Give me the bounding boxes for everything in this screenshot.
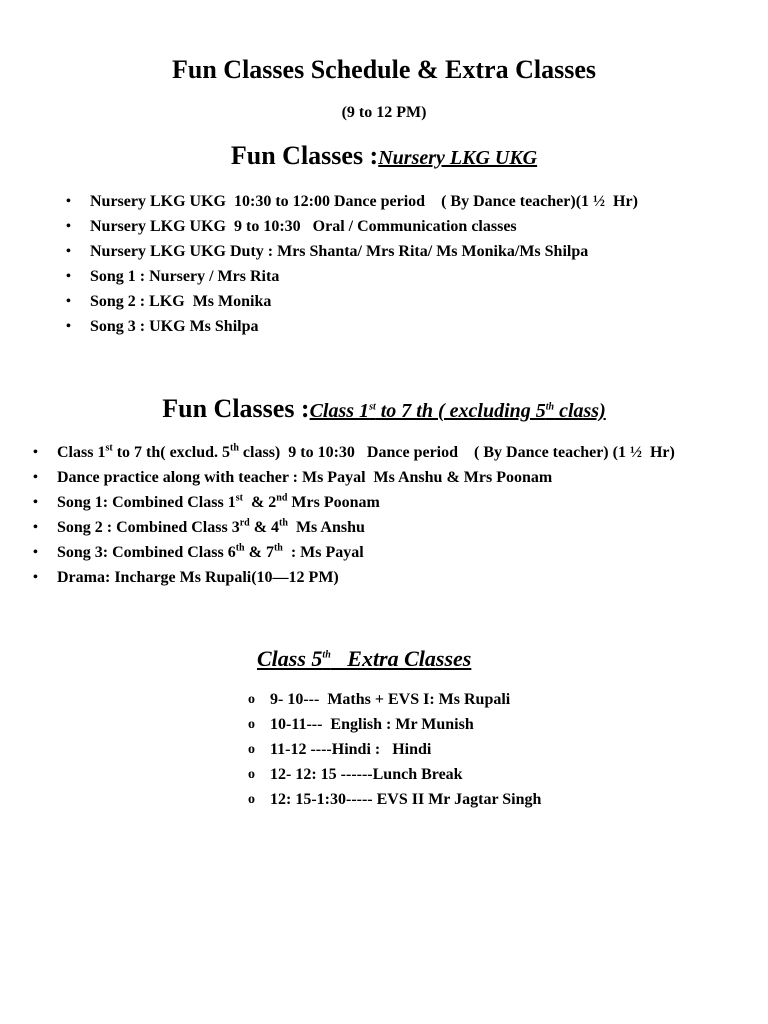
heading-sub-sup: th <box>545 401 555 413</box>
page-title: Fun Classes Schedule & Extra Classes <box>172 55 596 84</box>
list-item-sup: rd <box>239 517 250 529</box>
bullet-icon: • <box>66 219 71 234</box>
bullet-icon: • <box>66 244 71 259</box>
list-item-text: 12: 15-1:30----- EVS II Mr Jagtar Singh <box>270 791 542 808</box>
heading-main: Fun Classes : <box>162 394 310 423</box>
list-item-sup: nd <box>276 492 288 504</box>
heading-sub-sup: th <box>322 649 331 661</box>
list-item-text: Nursery LKG UKG Duty : Mrs Shanta/ Mrs Rita/ Ms Monika/Ms Shilpa <box>90 243 589 260</box>
bullet-icon: • <box>66 194 71 209</box>
hollow-bullet-icon: o <box>248 717 255 732</box>
list-item-text: : Ms Payal <box>282 544 364 561</box>
heading-sub: Nursery LKG UKG <box>378 147 538 169</box>
list-item-text: 11-12 ----Hindi : Hindi <box>270 741 432 758</box>
list-item <box>33 515 675 540</box>
list-item <box>66 314 638 339</box>
section-heading-class-1-7 <box>0 393 768 427</box>
hollow-bullet-icon: o <box>248 692 255 707</box>
bullet-icon: • <box>33 520 38 535</box>
page-subtitle: (9 to 12 PM) <box>341 104 427 121</box>
section-heading-nursery <box>0 140 768 174</box>
list-item <box>33 440 675 465</box>
list-item-text: & 4 <box>249 519 280 536</box>
list-item <box>33 565 675 590</box>
bullet-icon: • <box>33 470 38 485</box>
list-item <box>248 737 541 762</box>
list-item-text: Song 3 : UKG Ms Shilpa <box>90 318 259 335</box>
list-item <box>248 762 541 787</box>
list-item-text: Dance practice along with teacher : Ms Payal Ms Anshu & Mrs Poonam <box>57 469 553 486</box>
bullet-icon: • <box>33 495 38 510</box>
list-item <box>248 712 541 737</box>
list-item-text: 10-11--- English : Mr Munish <box>270 716 474 733</box>
list-item-text: Mrs Poonam <box>287 494 380 511</box>
list-item <box>66 189 638 214</box>
list-item-text: & 7 <box>244 544 274 561</box>
bullet-icon: • <box>66 319 71 334</box>
section-heading-class-5-extra <box>257 643 471 675</box>
list-item-sup: st <box>235 492 243 504</box>
list-item <box>66 289 638 314</box>
list-item <box>248 687 541 712</box>
list-item <box>66 239 638 264</box>
heading-sub-part: Extra Classes <box>330 646 472 671</box>
bullet-icon: • <box>66 269 71 284</box>
list-item <box>248 787 542 812</box>
list-item <box>33 465 675 490</box>
list-item <box>33 540 675 565</box>
list-item <box>66 214 638 239</box>
list-item-sup: th <box>279 517 288 529</box>
bullet-icon: • <box>33 545 38 560</box>
nursery-schedule-list <box>66 189 638 339</box>
list-item-text: class) 9 to 10:30 Dance period ( By Dance teacher) (1 ½ Hr) <box>238 444 675 461</box>
heading-sub-part: class) <box>554 400 606 422</box>
class-1-7-schedule-list <box>33 440 675 590</box>
list-item-sup: th <box>235 542 245 554</box>
heading-sub-part: Class 5 <box>257 646 323 671</box>
hollow-bullet-icon: o <box>248 742 255 757</box>
list-item-text: Class 1 <box>57 444 106 461</box>
bullet-icon: • <box>33 570 38 585</box>
list-item-sup: st <box>105 442 113 454</box>
hollow-bullet-icon: o <box>248 767 255 782</box>
list-item-text: Nursery LKG UKG 9 to 10:30 Oral / Communication classes <box>90 218 517 235</box>
heading-sub-part: to 7 th ( excluding 5 <box>375 400 546 422</box>
list-item-text: Nursery LKG UKG 10:30 to 12:00 Dance period ( By Dance teacher)(1 ½ Hr) <box>90 193 638 210</box>
hollow-bullet-icon: o <box>248 792 255 807</box>
list-item-text: to 7 th( exclud. 5 <box>112 444 231 461</box>
list-item-sup: th <box>273 542 283 554</box>
list-item-text: Song 1 : Nursery / Mrs Rita <box>90 268 280 285</box>
heading-sub <box>257 646 471 671</box>
bullet-icon: • <box>33 445 38 460</box>
list-item-text: Song 2 : Combined Class 3 <box>57 519 240 536</box>
list-item-text: Song 2 : LKG Ms Monika <box>90 293 272 310</box>
list-item-text: Song 1: Combined Class 1 <box>57 494 236 511</box>
list-item <box>33 490 675 515</box>
list-item <box>66 264 638 289</box>
heading-sub <box>310 400 606 422</box>
list-item-text: 9- 10--- Maths + EVS I: Ms Rupali <box>270 691 511 708</box>
list-item-text: Ms Anshu <box>287 519 365 536</box>
list-item-text: & 2 <box>242 494 277 511</box>
bullet-icon: • <box>66 294 71 309</box>
list-item-text: Drama: Incharge Ms Rupali(10—12 PM) <box>57 569 339 586</box>
list-item-sup: th <box>230 442 239 454</box>
heading-main: Fun Classes : <box>230 141 379 170</box>
list-item-text: 12- 12: 15 ------Lunch Break <box>270 766 463 783</box>
list-item-text: Song 3: Combined Class 6 <box>57 544 236 561</box>
heading-sub-sup: st <box>369 401 376 413</box>
heading-sub-part: Class 1 <box>309 400 370 422</box>
class-5-extra-list <box>248 687 542 812</box>
